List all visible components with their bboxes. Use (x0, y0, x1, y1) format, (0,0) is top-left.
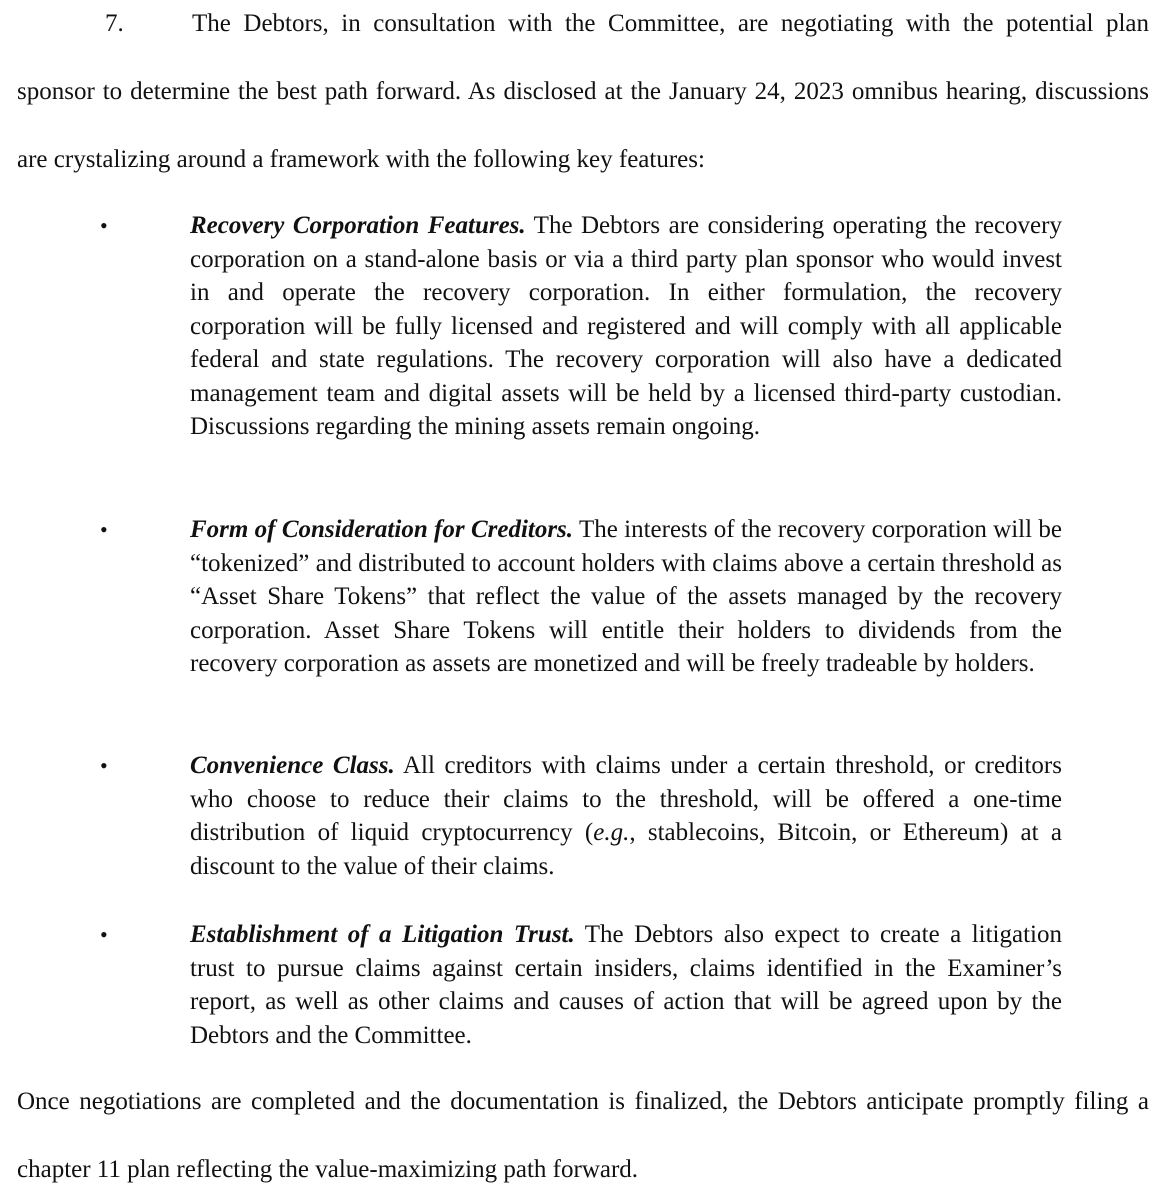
bullet-body (190, 513, 1062, 681)
bullet-body (190, 918, 1062, 1052)
bullet-heading: Establishment of a Litigation Trust. (190, 921, 575, 948)
bullet-marker: • (100, 922, 108, 947)
paragraph-7 (17, 0, 1149, 194)
paragraph-7-text: The Debtors, in consultation with the Committee, are negotiating with the potential plan sponsor to determine the best path forward. As disclosed at the January 24, 2023 omnibus hearing, discussions are crystalizing around a framework with the following key features: (17, 10, 1149, 173)
bullet-text-after: , stablecoins, Bitcoin, or Ethereum) at a discount to the value of their claims. (190, 819, 1062, 880)
bullet-heading: Recovery Corporation Features. (190, 212, 526, 239)
bullet-body (190, 749, 1062, 883)
bullet-text: The Debtors are considering operating the recovery corporation on a stand-alone basis or via a third party plan sponsor who would invest in and operate the recovery corporation. In either formulation, the recovery corporation will be fully licensed and registered and will comply with all applicable federal and state regulations. The recovery corporation will also have a dedicated management team and digital assets will be held by a licensed third-party custodian. Discussions regarding the mining assets remain ongoing. (190, 212, 1062, 440)
bullet-body (190, 209, 1062, 444)
bullet-text-italic: e.g. (593, 819, 630, 846)
bullet-text: The interests of the recovery corporation will be “tokenized” and distributed to account holders with claims above a certain threshold as “Asset Share Tokens” that reflect the value of the assets managed by the recovery corporation. Asset Share Tokens will entitle their holders to dividends from the recovery corporation as assets are monetized and will be freely tradeable by holders. (190, 516, 1062, 677)
closing-paragraph: Once negotiations are completed and the documentation is finalized, the Debtors anticipate promptly filing a chapter 11 plan reflecting the value-maximizing path forward. (17, 1088, 1149, 1183)
bullet-marker: • (100, 517, 108, 542)
bullet-text: The Debtors also expect to create a litigation trust to pursue claims against certain insiders, claims identified in the Examiner’s report, as well as other claims and causes of action that will be agreed upon by the Debtors and the Committee. (190, 921, 1062, 1049)
bullet-marker: • (100, 753, 108, 778)
bullet-marker: • (100, 213, 108, 238)
paragraph-number: 7. (105, 10, 124, 37)
bullet-heading: Convenience Class. (190, 752, 395, 779)
bullet-heading: Form of Consideration for Creditors. (190, 516, 574, 543)
bullet-text-before: All creditors with claims under a certain threshold, or creditors who choose to reduce their claims to the threshold, will be offered a one-time distribution of liquid cryptocurrency ( (190, 752, 1062, 846)
